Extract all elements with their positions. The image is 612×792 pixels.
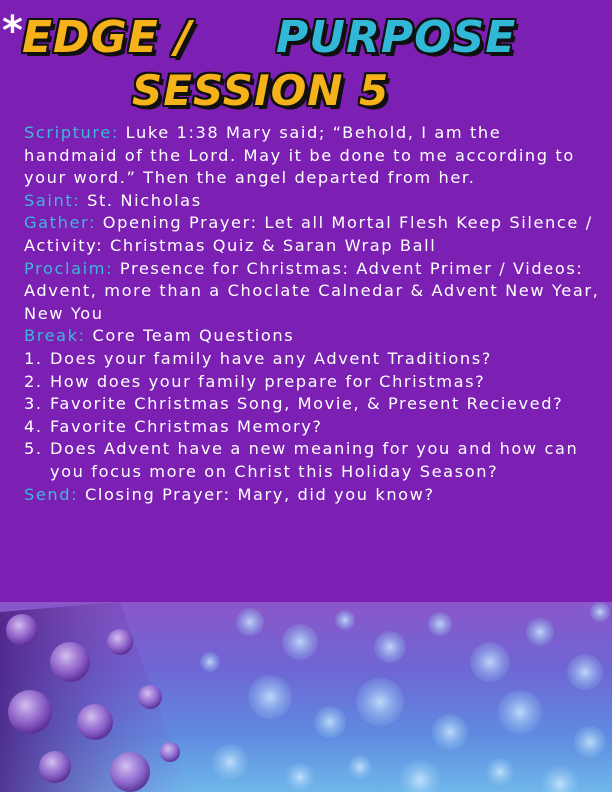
question-text: Does your family have any Advent Traditions? bbox=[50, 348, 492, 368]
gather-line bbox=[24, 212, 600, 257]
question-text: How does your family prepare for Christmas? bbox=[50, 371, 486, 391]
gather-text: Opening Prayer: Let all Mortal Flesh Keep Silence / Activity: Christmas Quiz & Saran Wrap Ball bbox=[24, 213, 593, 255]
question-number: 3. bbox=[24, 394, 43, 414]
list-item bbox=[24, 416, 600, 439]
gather-label: Gather: bbox=[24, 213, 97, 233]
session-details bbox=[24, 122, 600, 506]
questions-list bbox=[24, 348, 600, 484]
bokeh-image bbox=[0, 602, 612, 792]
question-number: 4. bbox=[24, 416, 43, 436]
title-edge: EDGE / bbox=[22, 12, 193, 63]
title-purpose: PURPOSE bbox=[276, 12, 517, 63]
asterisk-mark: * bbox=[2, 8, 23, 54]
send-label: Send: bbox=[24, 484, 79, 504]
list-item bbox=[24, 371, 600, 394]
christmas-bokeh-photo bbox=[0, 602, 612, 792]
proclaim-line bbox=[24, 258, 600, 326]
question-text: Favorite Christmas Song, Movie, & Present Recieved? bbox=[50, 394, 564, 414]
proclaim-text: Presence for Christmas: Advent Primer / Videos: Advent, more than a Choclate Calnedar & Advent New Year, New You bbox=[24, 258, 600, 323]
break-label: Break: bbox=[24, 326, 86, 346]
saint-text: St. Nicholas bbox=[80, 190, 202, 210]
bokeh-lights bbox=[200, 602, 610, 792]
question-number: 2. bbox=[24, 371, 43, 391]
scripture-label: Scripture: bbox=[24, 123, 119, 142]
question-number: 1. bbox=[24, 348, 43, 368]
break-line bbox=[24, 325, 600, 348]
saint-line bbox=[24, 190, 600, 213]
proclaim-label: Proclaim: bbox=[24, 258, 114, 278]
header bbox=[0, 0, 612, 118]
question-text: Does Advent have a new meaning for you and how can you focus more on Christ this Holiday Season? bbox=[50, 439, 579, 481]
list-item bbox=[24, 438, 600, 483]
break-text: Core Team Questions bbox=[85, 326, 295, 346]
list-item bbox=[24, 348, 600, 371]
session-title: SESSION 5 bbox=[132, 66, 390, 115]
question-number: 5. bbox=[24, 439, 43, 459]
question-text: Favorite Christmas Memory? bbox=[50, 416, 323, 436]
list-item bbox=[24, 393, 600, 416]
send-line bbox=[24, 484, 600, 507]
scripture-line bbox=[24, 122, 600, 190]
send-text: Closing Prayer: Mary, did you know? bbox=[78, 484, 435, 504]
saint-label: Saint: bbox=[24, 190, 81, 210]
scripture-text: Luke 1:38 Mary said; “Behold, I am the handmaid of the Lord. May it be done to me according to your word.” Then the angel departed from her. bbox=[24, 123, 575, 188]
